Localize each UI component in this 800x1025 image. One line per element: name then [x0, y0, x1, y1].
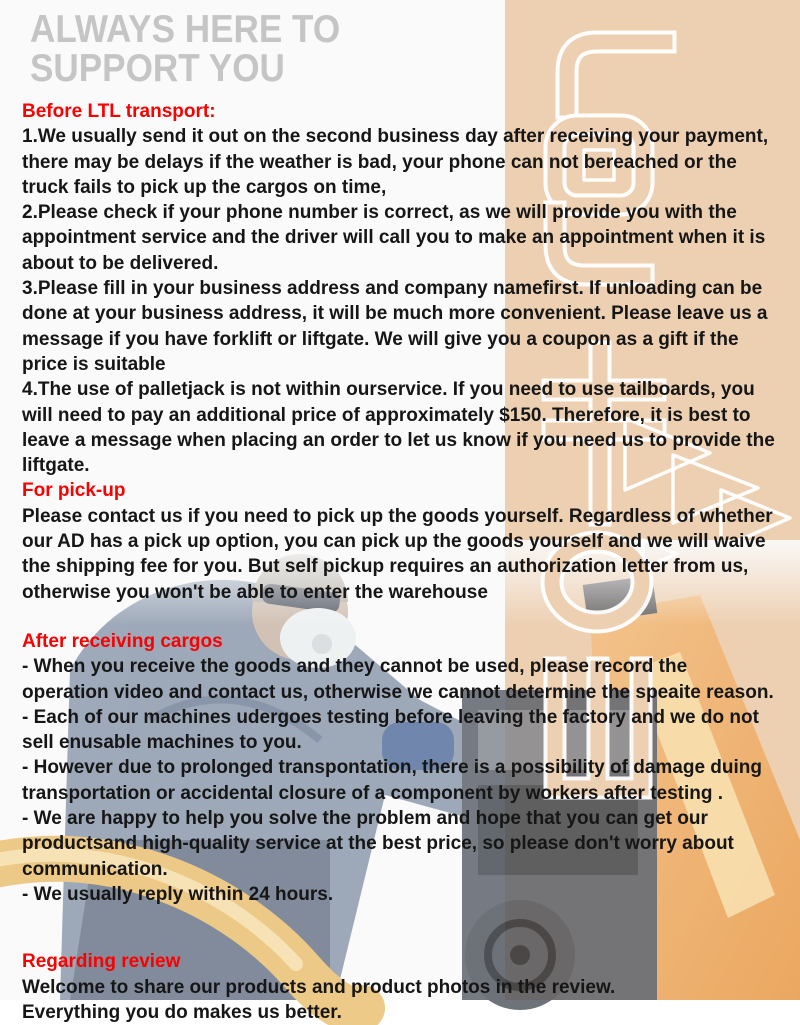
page-title-line1: ALWAYS HERE TO [30, 8, 341, 51]
section-heading: Regarding review [22, 951, 181, 973]
paragraph: 2.Please check if your phone number is correct, as we will provide you with the appointment service and the driver will call you to make an appointment when it is about to be delivered. [22, 202, 766, 274]
section-heading: Before LTL transport: [22, 101, 216, 122]
paragraph: 1.We usually send it out on the second business day after receiving your payment, there may be delays if the weather is bad, your phone can not bereached or the truck fails to pick up the cargos on time, [22, 126, 769, 198]
paragraph: Please contact us if you need to pick up the goods yourself. Regardless of whether our AD has a pick up option, you can pick up the goods yourself and we will waive the shipping fee for you. But self pickup requires an authorization letter from us, otherwise you won't be able to enter the warehouse [22, 505, 773, 603]
paragraph: Everything you do makes us better. [22, 1001, 342, 1023]
support-info-text [22, 99, 778, 1025]
section-after-receiving [22, 629, 778, 907]
paragraph: - Each of our machines udergoes testing before leaving the factory and we do not sell enusable machines to you. [22, 706, 759, 754]
paragraph: 3.Please fill in your business address and company namefirst. If unloading can be done at your business address, it will be much more convenient. Please leave us a message if you have forklift or liftgate. We will give you a coupon as a gift if the price is suitable [22, 278, 768, 375]
paragraph: 4.The use of palletjack is not within ourservice. If you need to use tailboards, you will need to pay an additional price of approximately $150. Therefore, it is best to leave a message when placing an order to let us know if you need us to provide the liftgate. [22, 379, 775, 477]
page-title-line2: SUPPORT YOU [30, 47, 285, 90]
section-pickup [22, 478, 778, 604]
paragraph: - We usually reply within 24 hours. [22, 883, 334, 905]
section-before-ltl [22, 99, 778, 478]
paragraph: - We are happy to help you solve the problem and hope that you can get our productsand high-quality service at the best price, so please don't worry about communication. [22, 808, 734, 880]
section-heading: After receiving cargos [22, 630, 223, 652]
paragraph: Welcome to share our products and product photos in the review. [22, 976, 616, 998]
section-heading: For pick-up [22, 480, 126, 502]
paragraph: - When you receive the goods and they cannot be used, please record the operation video and contact us, otherwise we cannot determine the speaite reason. [22, 656, 774, 703]
section-review [22, 949, 778, 1025]
paragraph: - However due to prolonged transpontation, there is a possibility of damage duing transportation or accidental closure of a component by workers after testing . [22, 757, 763, 804]
page-title [30, 10, 340, 88]
